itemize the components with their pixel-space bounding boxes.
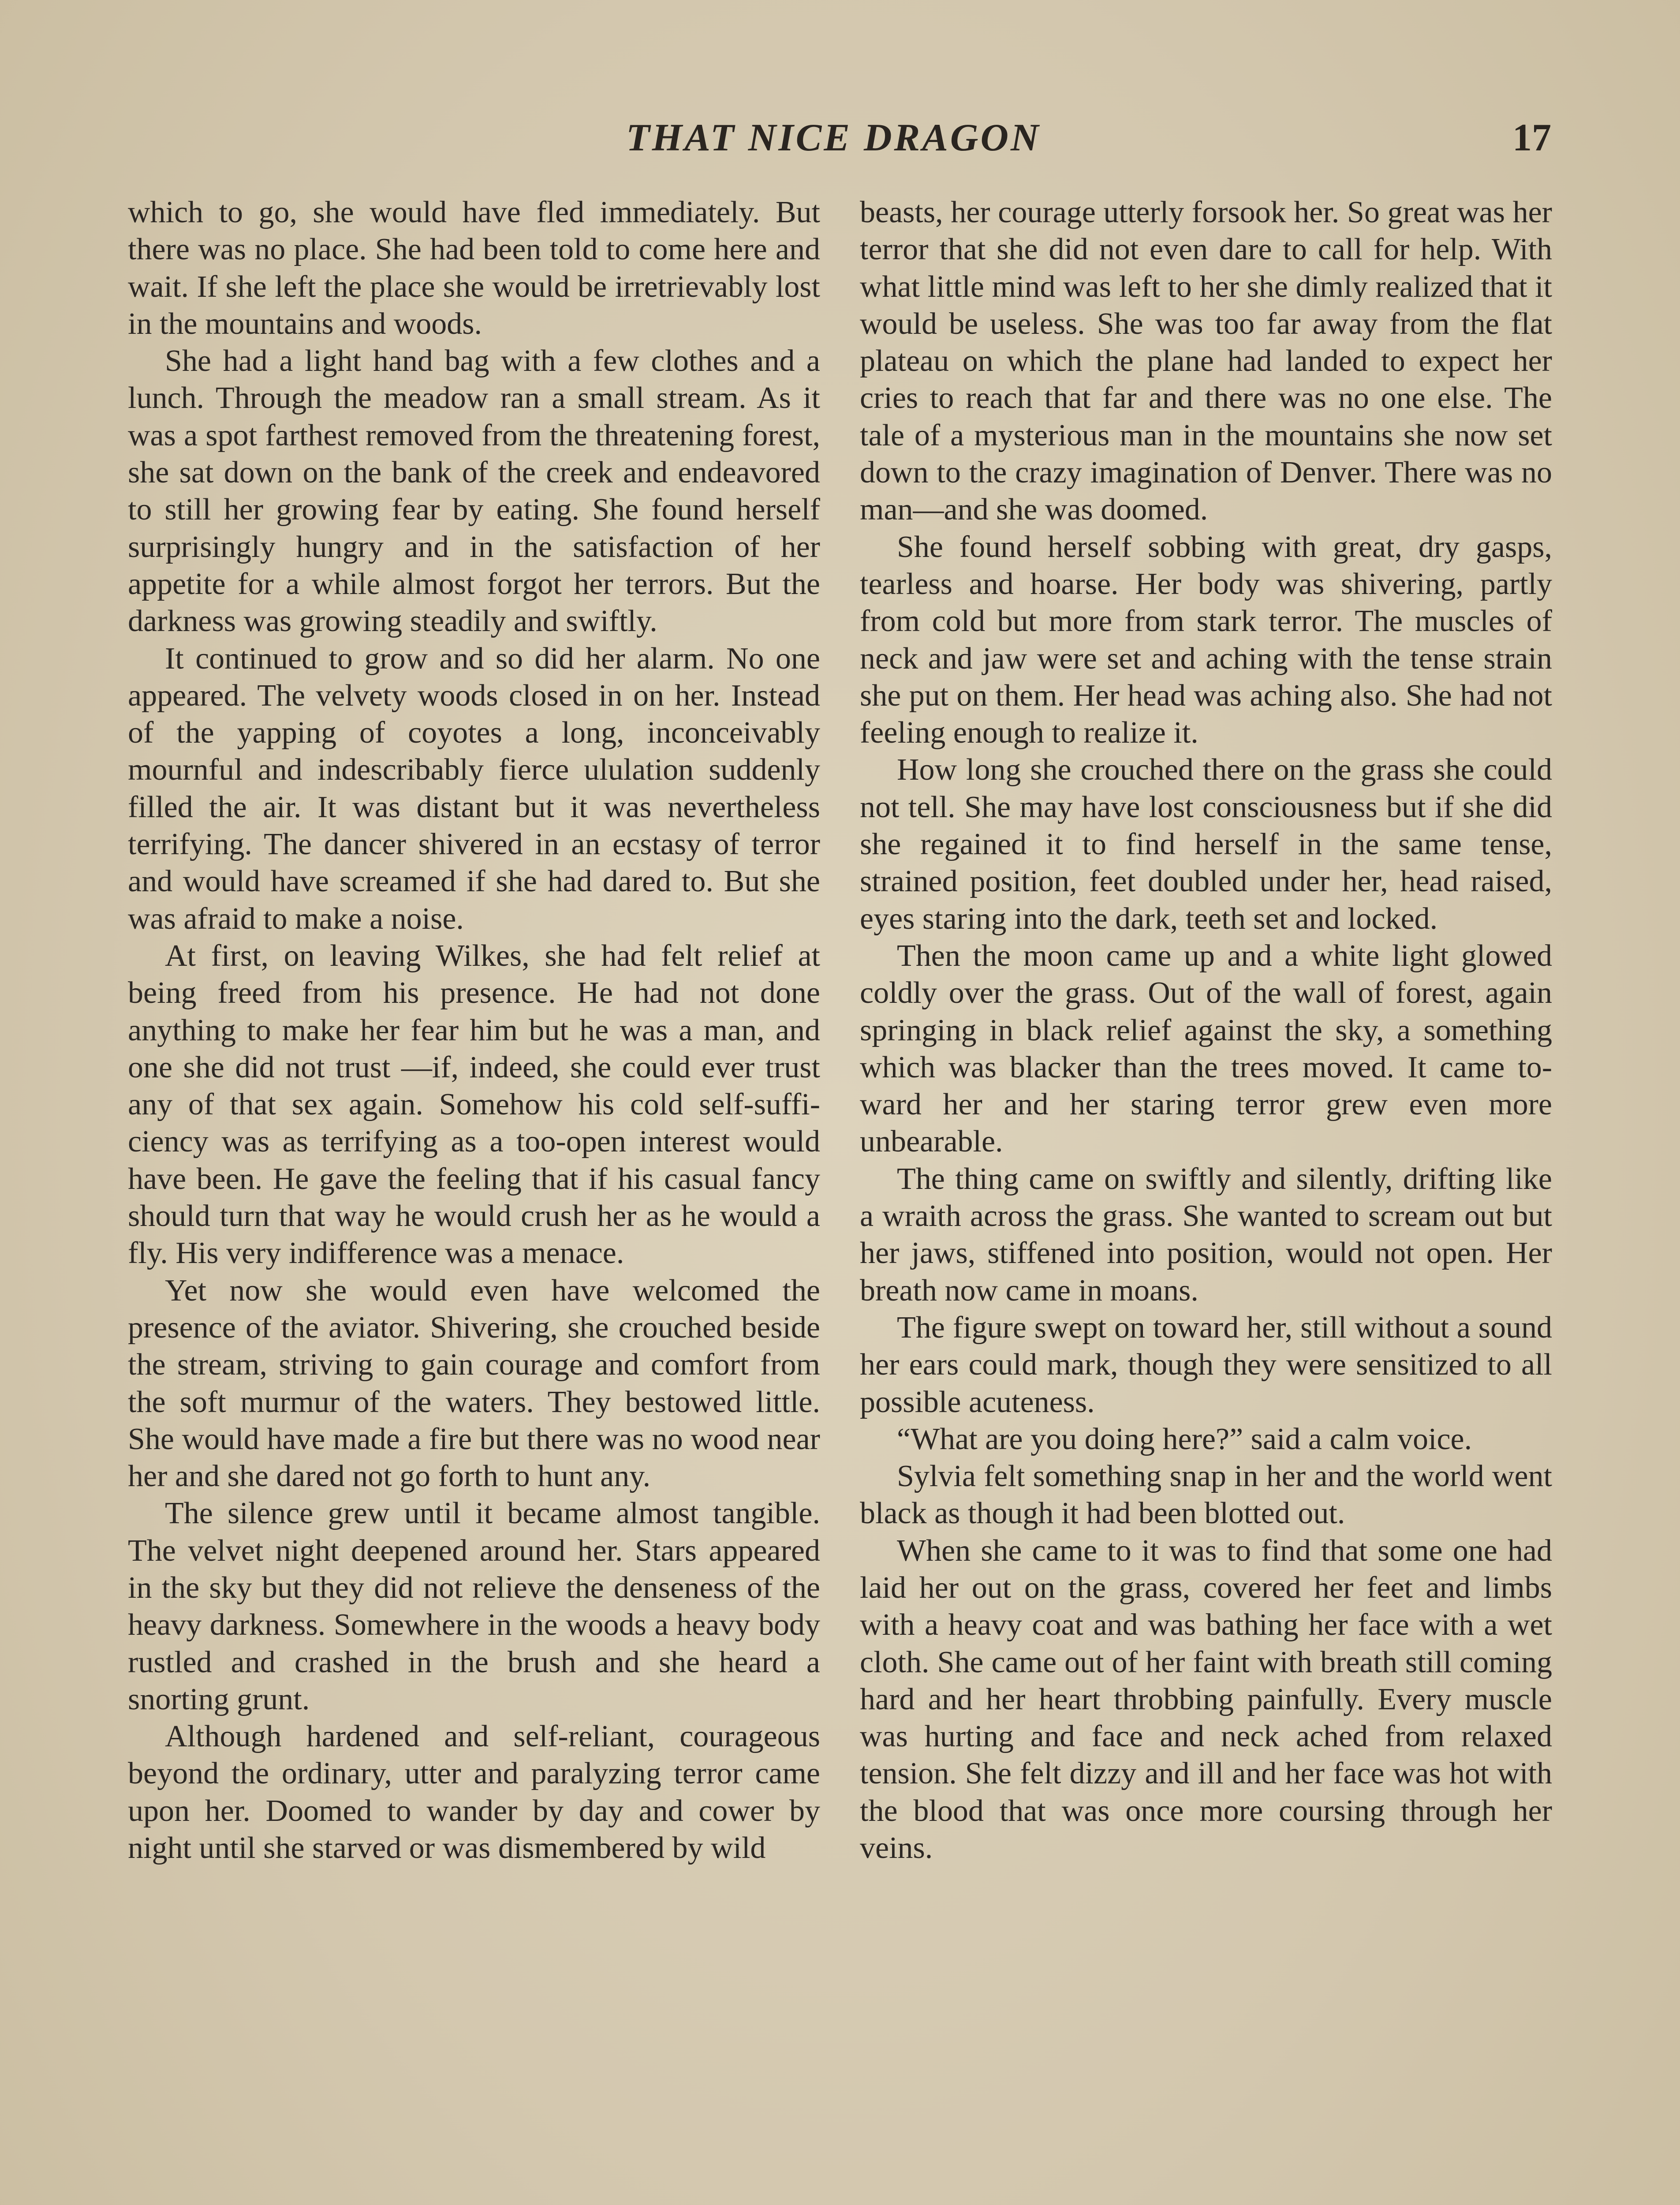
paragraph: The thing came on swiftly and silently, drifting like a wraith across the grass. She wanted to scream out but her jaws, stiffened into position, would not open. Her breath now came in moans. bbox=[860, 1162, 1552, 1308]
paragraph: Although hardened and self-reliant, courageous beyond the ordinary, utter and paralyzing terror came upon her. Doomed to wander by day and cower by night until she starved or was dismembered by wild bbox=[128, 1719, 820, 1865]
paragraph: She found herself sobbing with great, dry gasps, tearless and hoarse. Her body was shivering, partly from cold but more from stark terror. The muscles of neck and jaw were set and aching with the tense strain she put on them. Her head was aching also. She had not feeling enough to realize it. bbox=[860, 530, 1552, 750]
paragraph: The silence grew until it became almost tangible. The velvet night deepened around her. Stars appeared in the sky but they did not relieve the denseness of the heavy darkness. Somewhere in the woods a heavy body rustled and crashed in the brush and she heard a snorting grunt. bbox=[128, 1496, 820, 1716]
page-header bbox=[0, 116, 1680, 173]
paragraph: Then the moon came up and a white light glowed coldly over the grass. Out of the wall of forest, again springing in black relief against the sky, a something which was blacker than the trees moved. It came toward her and her staring terror grew even more unbearable. bbox=[860, 938, 1552, 1159]
right-column bbox=[860, 194, 1552, 2205]
left-column bbox=[128, 194, 820, 2205]
paragraph: The figure swept on toward her, still without a sound her ears could mark, though they were sensitized to all possible acuteness. bbox=[860, 1310, 1552, 1419]
paragraph: beasts, her courage utterly forsook her. So great was her terror that she did not even dare to call for help. With what little mind was left to her she dimly realized that it would be useless. She was too far away from the flat plateau on which the plane had landed to expect her cries to reach that far and there was no one else. The tale of a mysterious man in the mountains she now set down to the crazy imagination of Denver. There was no man—and she was doomed. bbox=[860, 195, 1552, 527]
page-number: 17 bbox=[1512, 116, 1551, 159]
paragraph: which to go, she would have fled immediately. But there was no place. She had been told to come here and wait. If she left the place she would be irretrievably lost in the mountains and woods. bbox=[128, 195, 820, 341]
paragraph: When she came to it was to find that some one had laid her out on the grass, covered her feet and limbs with a heavy coat and was bathing her face with a wet cloth. She came out of her faint with breath still coming hard and her heart throbbing painfully. Every muscle was hurting and face and neck ached from relaxed tension. She felt dizzy and ill and her face was hot with the blood that was once more coursing through her veins. bbox=[860, 1533, 1552, 1865]
paragraph: At first, on leaving Wilkes, she had felt relief at being freed from his presence. He had not done anything to make her fear him but he was a man, and one she did not trust —if, indeed, she could ever trust any of that sex again. Somehow his cold self-sufficiency was as terrifying as a too-open interest would have been. He gave the feeling that if his casual fancy should turn that way he would crush her as he would a fly. His very indifference was a menace. bbox=[128, 938, 820, 1271]
paragraph: “What are you doing here?” said a calm voice. bbox=[897, 1422, 1472, 1456]
paragraph: How long she crouched there on the grass she could not tell. She may have lost consciousness but if she did she regained it to find herself in the same tense, strained position, feet doubled under her, head raised, eyes staring into the dark, teeth set and locked. bbox=[860, 753, 1552, 936]
paragraph: She had a light hand bag with a few clothes and a lunch. Through the meadow ran a small stream. As it was a spot farthest removed from the threatening forest, she sat down on the bank of the creek and endeavored to still her growing fear by eating. She found herself surprisingly hungry and in the satisfaction of her appetite for a while almost forgot her terrors. But the darkness was growing steadily and swiftly. bbox=[128, 344, 820, 639]
paragraph: Yet now she would even have welcomed the presence of the aviator. Shivering, she crouched beside the stream, striving to gain courage and comfort from the soft murmur of the waters. They bestowed little. She would have made a fire but there was no wood near her and she dared not go forth to hunt any. bbox=[128, 1273, 820, 1494]
paragraph: Sylvia felt something snap in her and the world went black as though it had been blotted out. bbox=[860, 1459, 1552, 1531]
running-title: THAT NICE DRAGON bbox=[626, 116, 1041, 159]
paragraph: It continued to grow and so did her alarm. No one appeared. The velvety woods closed in on her. Instead of the yapping of coyotes a long, inconceivably mournful and indescribably fierce ululation suddenly filled the air. It was distant but it was nevertheless terrifying. The dancer shivered in an ecstasy of terror and would have screamed if she had dared to. But she was afraid to make a noise. bbox=[128, 641, 820, 936]
